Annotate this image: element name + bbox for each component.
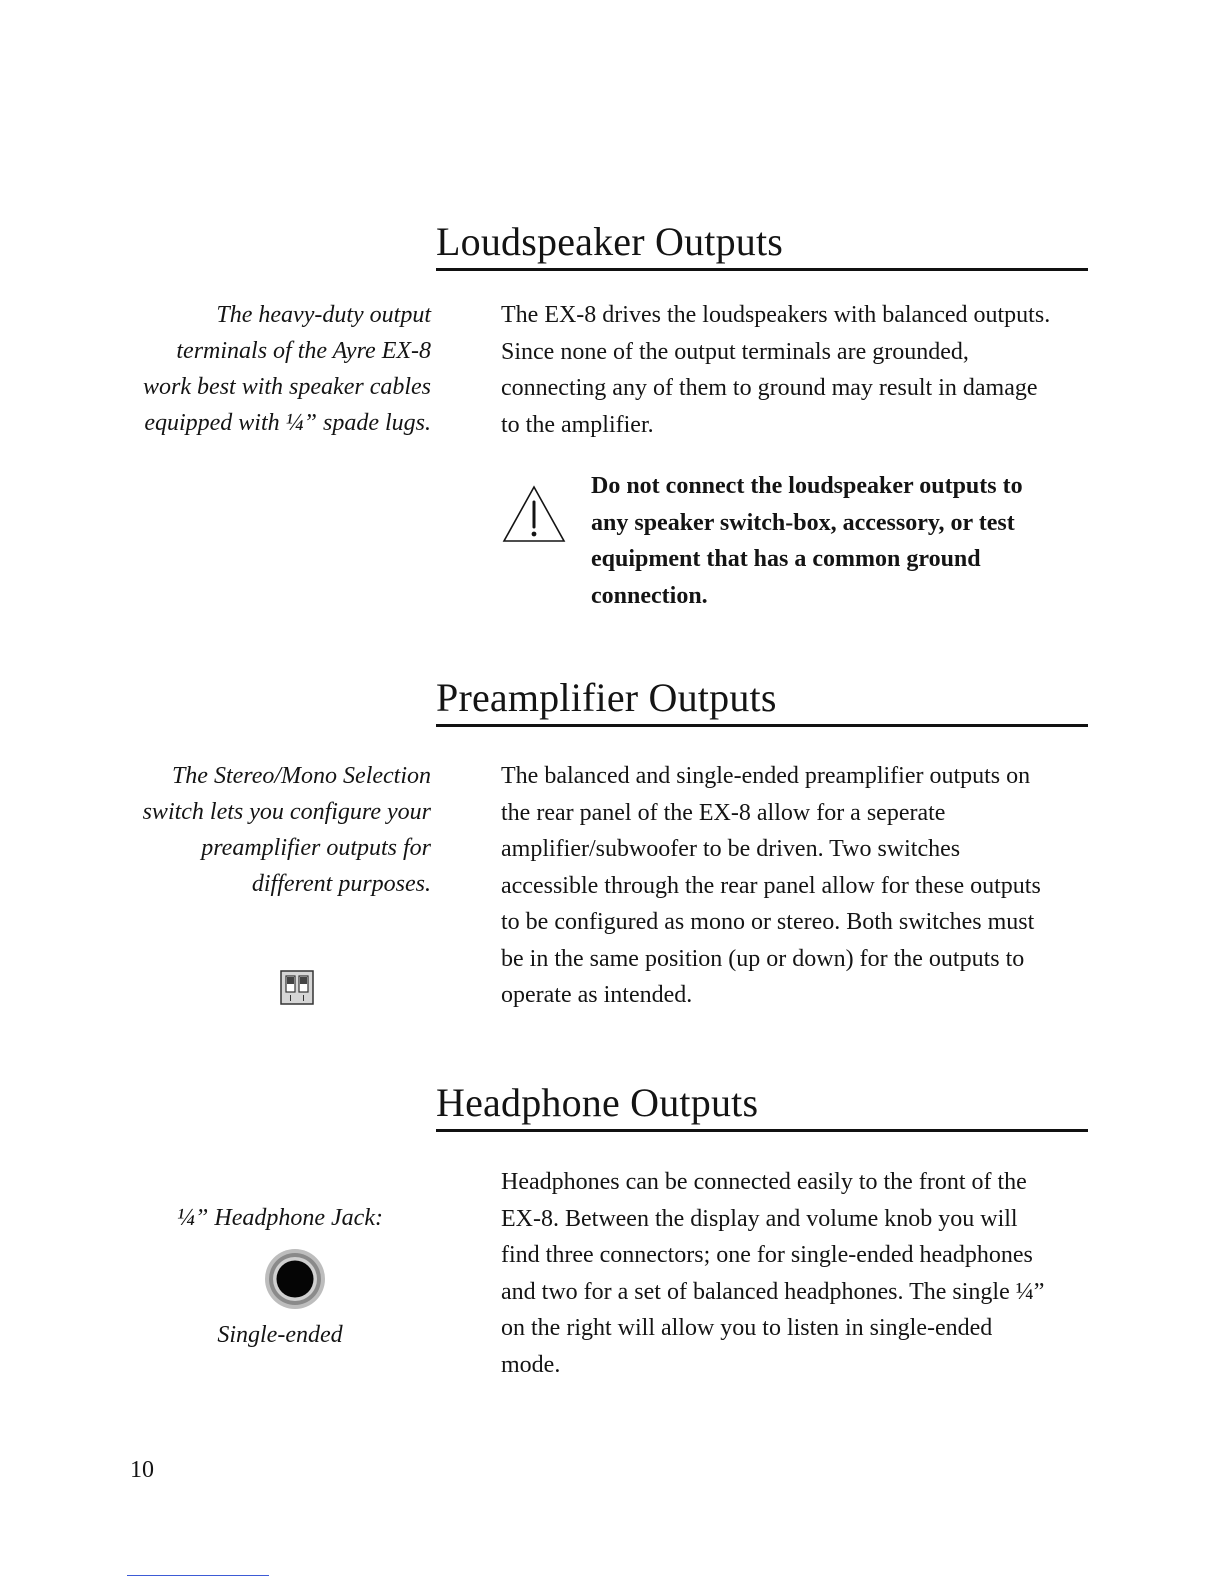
loudspeaker-warning-text: Do not connect the loudspeaker outputs to any speaker switch-box, accessory, or test equipment that has a common ground connection. — [591, 473, 1023, 609]
headphone-jack-label: ¼” Headphone Jack: — [177, 1205, 383, 1231]
dip-switch-icon — [280, 970, 314, 1005]
preamplifier-side-note: The Stereo/Mono Selection switch lets you configure your preamplifier outputs for different purposes. — [142, 763, 431, 897]
loudspeaker-side-note: The heavy-duty output terminals of the Ayre EX-8 work best with speaker cables equipped with ¼” spade lugs. — [143, 302, 431, 436]
headphone-jack-caption: Single-ended — [217, 1322, 343, 1348]
loudspeaker-outputs-heading: Loudspeaker Outputs — [436, 220, 1088, 271]
headphone-body-text: Headphones can be connected easily to the front of the EX-8. Between the display and volume knob you will find three connectors; one for single-ended headphones and two for a set of balanced headphones. The single ¼” on the right will allow you to listen in single-ended mode. — [501, 1169, 1045, 1378]
warning-triangle-icon — [501, 484, 567, 544]
headphone-outputs-heading: Headphone Outputs — [436, 1081, 1088, 1132]
headphone-jack-icon — [264, 1248, 326, 1310]
preamplifier-outputs-heading: Preamplifier Outputs — [436, 676, 1088, 727]
page-number: 10 — [130, 1457, 154, 1483]
loudspeaker-body-text: The EX-8 drives the loudspeakers with balanced outputs. Since none of the output terminals are grounded, connecting any of them to ground may result in damage to the amplifier. — [501, 302, 1051, 438]
link-underline — [127, 1575, 269, 1576]
preamplifier-body-text: The balanced and single-ended preamplifier outputs on the rear panel of the EX-8 allow for a seperate amplifier/subwoofer to be driven. Two switches accessible through the rear panel allow for these outputs to be configured as mono or stereo. Both switches must be in the same position (up or down) for the outputs to operate as intended. — [501, 763, 1041, 1008]
